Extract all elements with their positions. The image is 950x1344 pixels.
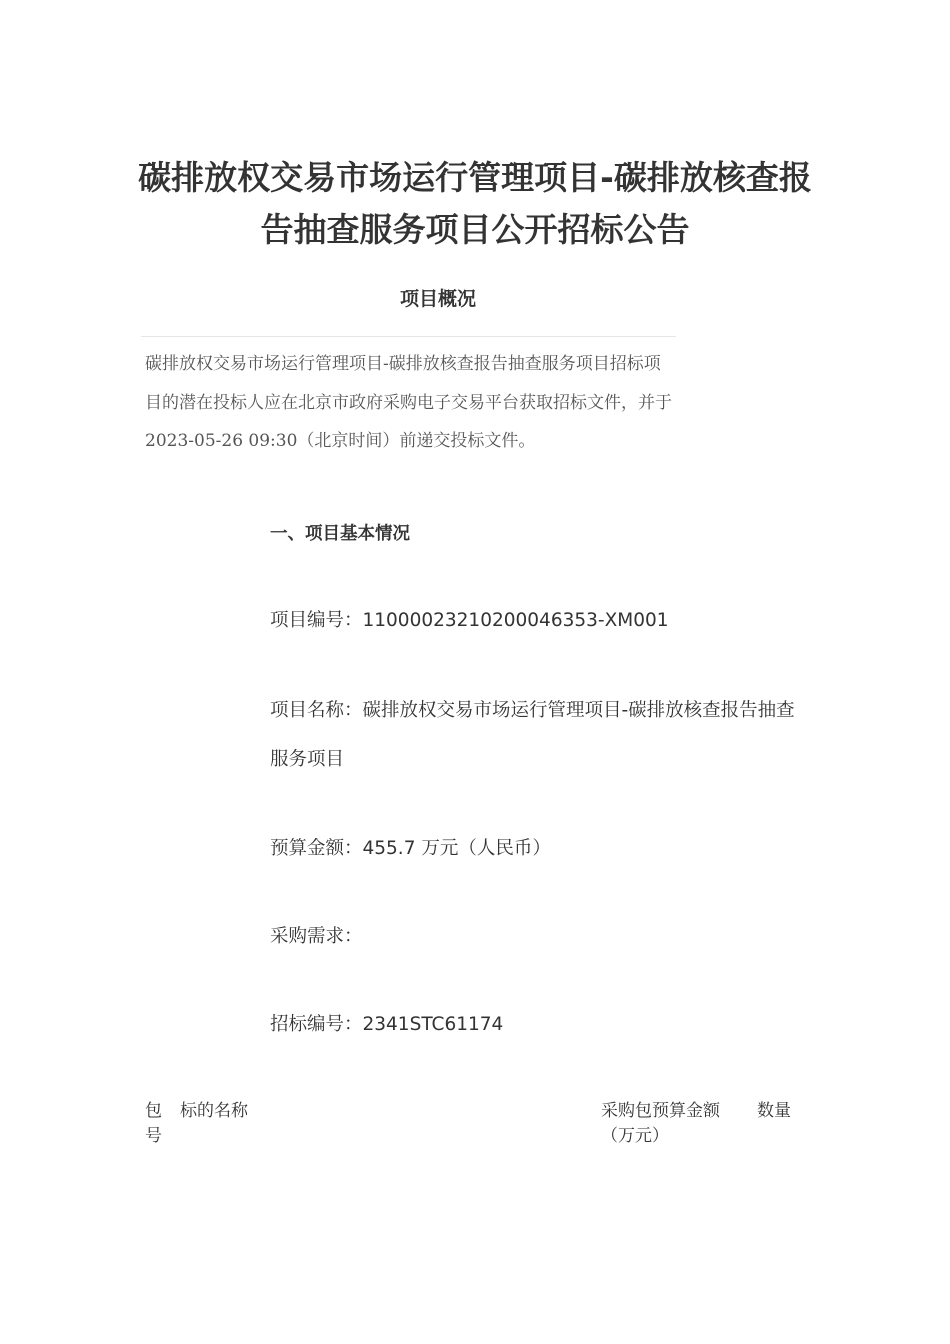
overview-heading: 项目概况 — [399, 288, 476, 310]
budget-field: 预算金额：455.7 万元（人民币） — [270, 838, 551, 859]
section-heading-basic-info: 一、项目基本情况 — [270, 524, 410, 544]
procurement-requirements-field: 采购需求： — [270, 926, 363, 947]
divider — [141, 336, 676, 337]
header-package-budget: 采购包预算金额（万元） — [601, 1101, 720, 1146]
document-title: 碳排放权交易市场运行管理项目-碳排放核查报告抽查服务项目公开招标公告 — [138, 158, 812, 249]
intro-paragraph: 碳排放权交易市场运行管理项目-碳排放核查报告抽查服务项目招标项目的潜在投标人应在北京市政府采购电子交易平台获取招标文件，并于 2023-05-26 09:30（北京时间）前递交投标文件。 — [145, 354, 672, 451]
procurement-table-header — [145, 1099, 805, 1159]
project-number-field: 项目编号：11000023210200046353-XM001 — [270, 610, 669, 631]
header-quantity: 数量 — [757, 1101, 791, 1121]
header-package-number: 包号 — [145, 1101, 162, 1146]
tender-number-field: 招标编号：2341STC61174 — [270, 1014, 504, 1035]
header-item-name: 标的名称 — [180, 1101, 248, 1121]
project-name-field: 项目名称：碳排放权交易市场运行管理项目-碳排放核查报告抽查服务项目 — [270, 700, 795, 770]
